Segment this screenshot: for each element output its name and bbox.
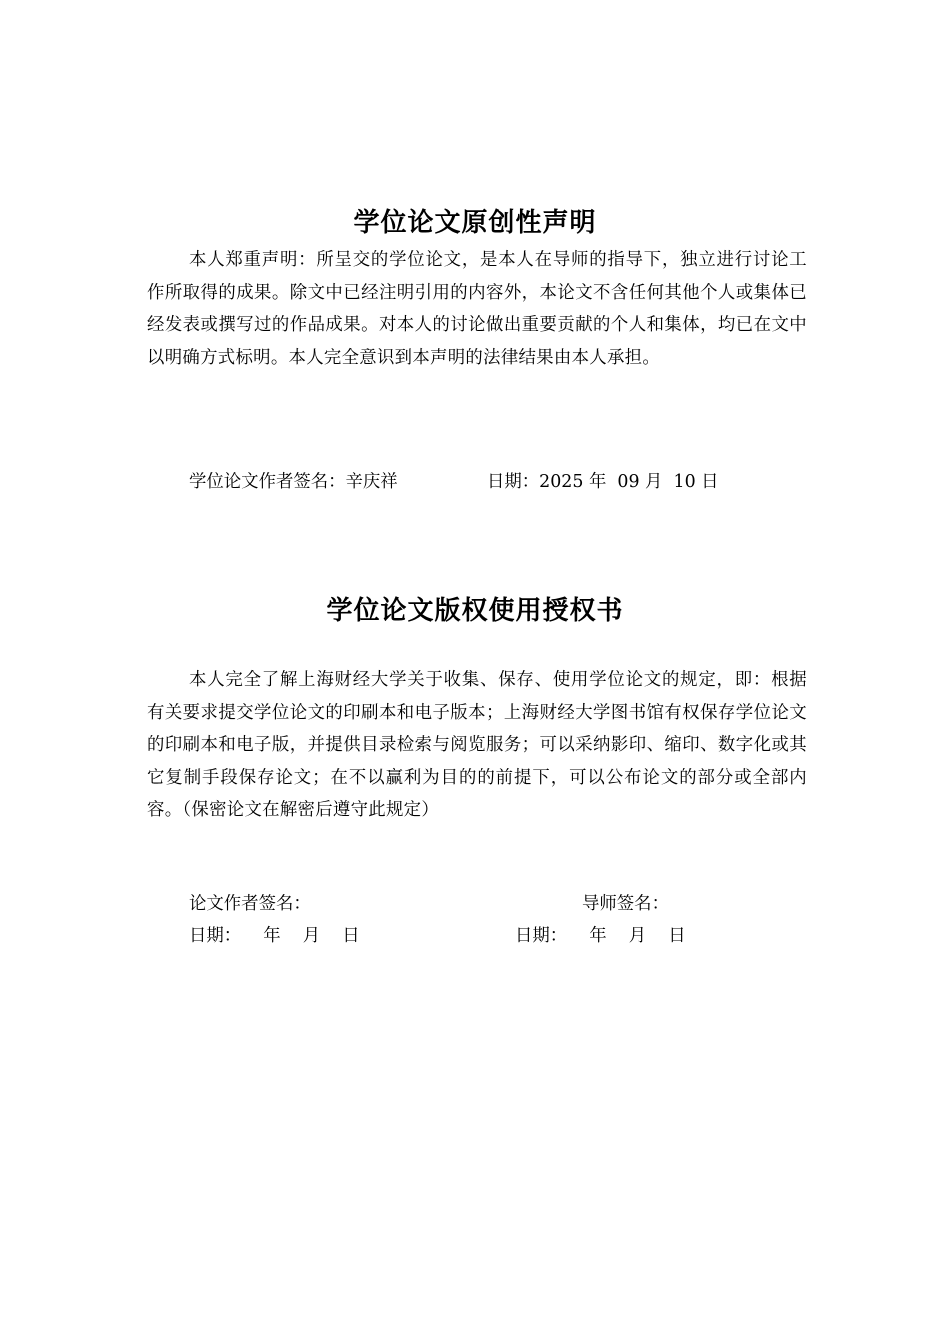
originality-declaration-body: 本人郑重声明：所呈交的学位论文，是本人在导师的指导下，独立进行讨论工作所取得的成果。除文中已经注明引用的内容外，本论文不含任何其他个人或集体已经发表或撰写过的作品成果。对本人的讨论做出重要贡献的个人和集体，均已在文中以明确方式标明。本人完全意识到本声明的法律结果由本人承担。 [147,250,807,368]
originality-declaration-title: 学位论文原创性声明 [353,208,597,238]
declaration-author-signature: 学位论文作者签名：辛庆祥 [189,472,398,492]
copyright-authorization-title: 学位论文版权使用授权书 [326,596,624,626]
authorization-advisor-date: 日期： 年 月 日 [515,926,686,946]
authorization-advisor-signature: 导师签名： [582,894,669,914]
authorization-author-date: 日期： 年 月 日 [189,926,360,946]
copyright-authorization-body: 本人完全了解上海财经大学关于收集、保存、使用学位论文的规定，即：根据有关要求提交学位论文的印刷本和电子版本；上海财经大学图书馆有权保存学位论文的印刷本和电子版，并提供目录检索与阅览服务；可以采纳影印、缩印、数字化或其它复制手段保存论文；在不以赢利为目的的前提下，可以公布论文的部分或全部内容。（保密论文在解密后遵守此规定） [147,670,807,820]
declaration-date: 日期：2025 年 09 月 10 日 [487,472,719,492]
authorization-author-signature: 论文作者签名： [189,894,311,914]
